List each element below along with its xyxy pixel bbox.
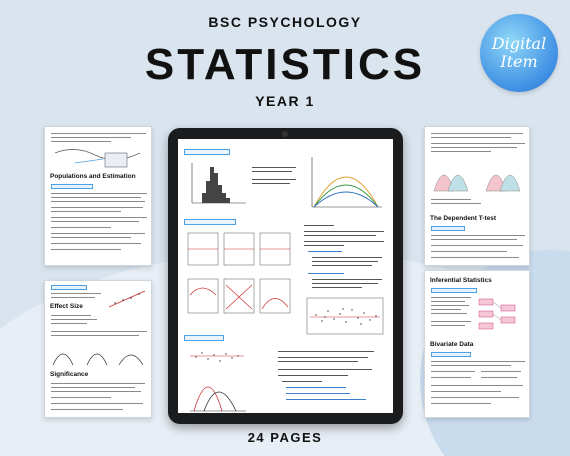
bottom-figures [186, 343, 296, 413]
subtitle: BSC PSYCHOLOGY [208, 14, 362, 30]
page-heading: Significance [50, 371, 89, 378]
badge-line-1: Digital [491, 34, 547, 53]
page-preview-left-top [44, 126, 152, 266]
page-title: STATISTICS [144, 40, 426, 89]
page-flow-diagram [477, 295, 527, 335]
digital-item-badge [480, 14, 558, 92]
page-heading: Bivariate Data [430, 341, 474, 348]
page-preview-right-top [424, 126, 530, 266]
density-curves [306, 153, 386, 213]
page-curves [51, 341, 147, 367]
tablet-device [168, 128, 403, 424]
page-preview-left-bottom [44, 280, 152, 418]
badge-line-2: Item [500, 52, 538, 71]
page-count: 24 PAGES [247, 430, 323, 445]
page-diagram [45, 143, 152, 173]
page-heading: The Dependent T-test [430, 215, 497, 222]
page-heading: Populations and Estimation [50, 173, 136, 180]
page-distributions [430, 155, 526, 195]
page-scatter [107, 289, 147, 309]
camera-dot [282, 131, 288, 137]
histogram-figure [188, 159, 248, 207]
year-label: YEAR 1 [255, 93, 315, 109]
page-heading: Effect Size [50, 303, 83, 310]
page-heading: Inferential Statistics [430, 277, 492, 284]
scatter-plot [306, 297, 386, 337]
page-preview-right-bottom [424, 270, 530, 418]
residual-plots [186, 229, 298, 321]
tablet-screen [178, 139, 393, 413]
